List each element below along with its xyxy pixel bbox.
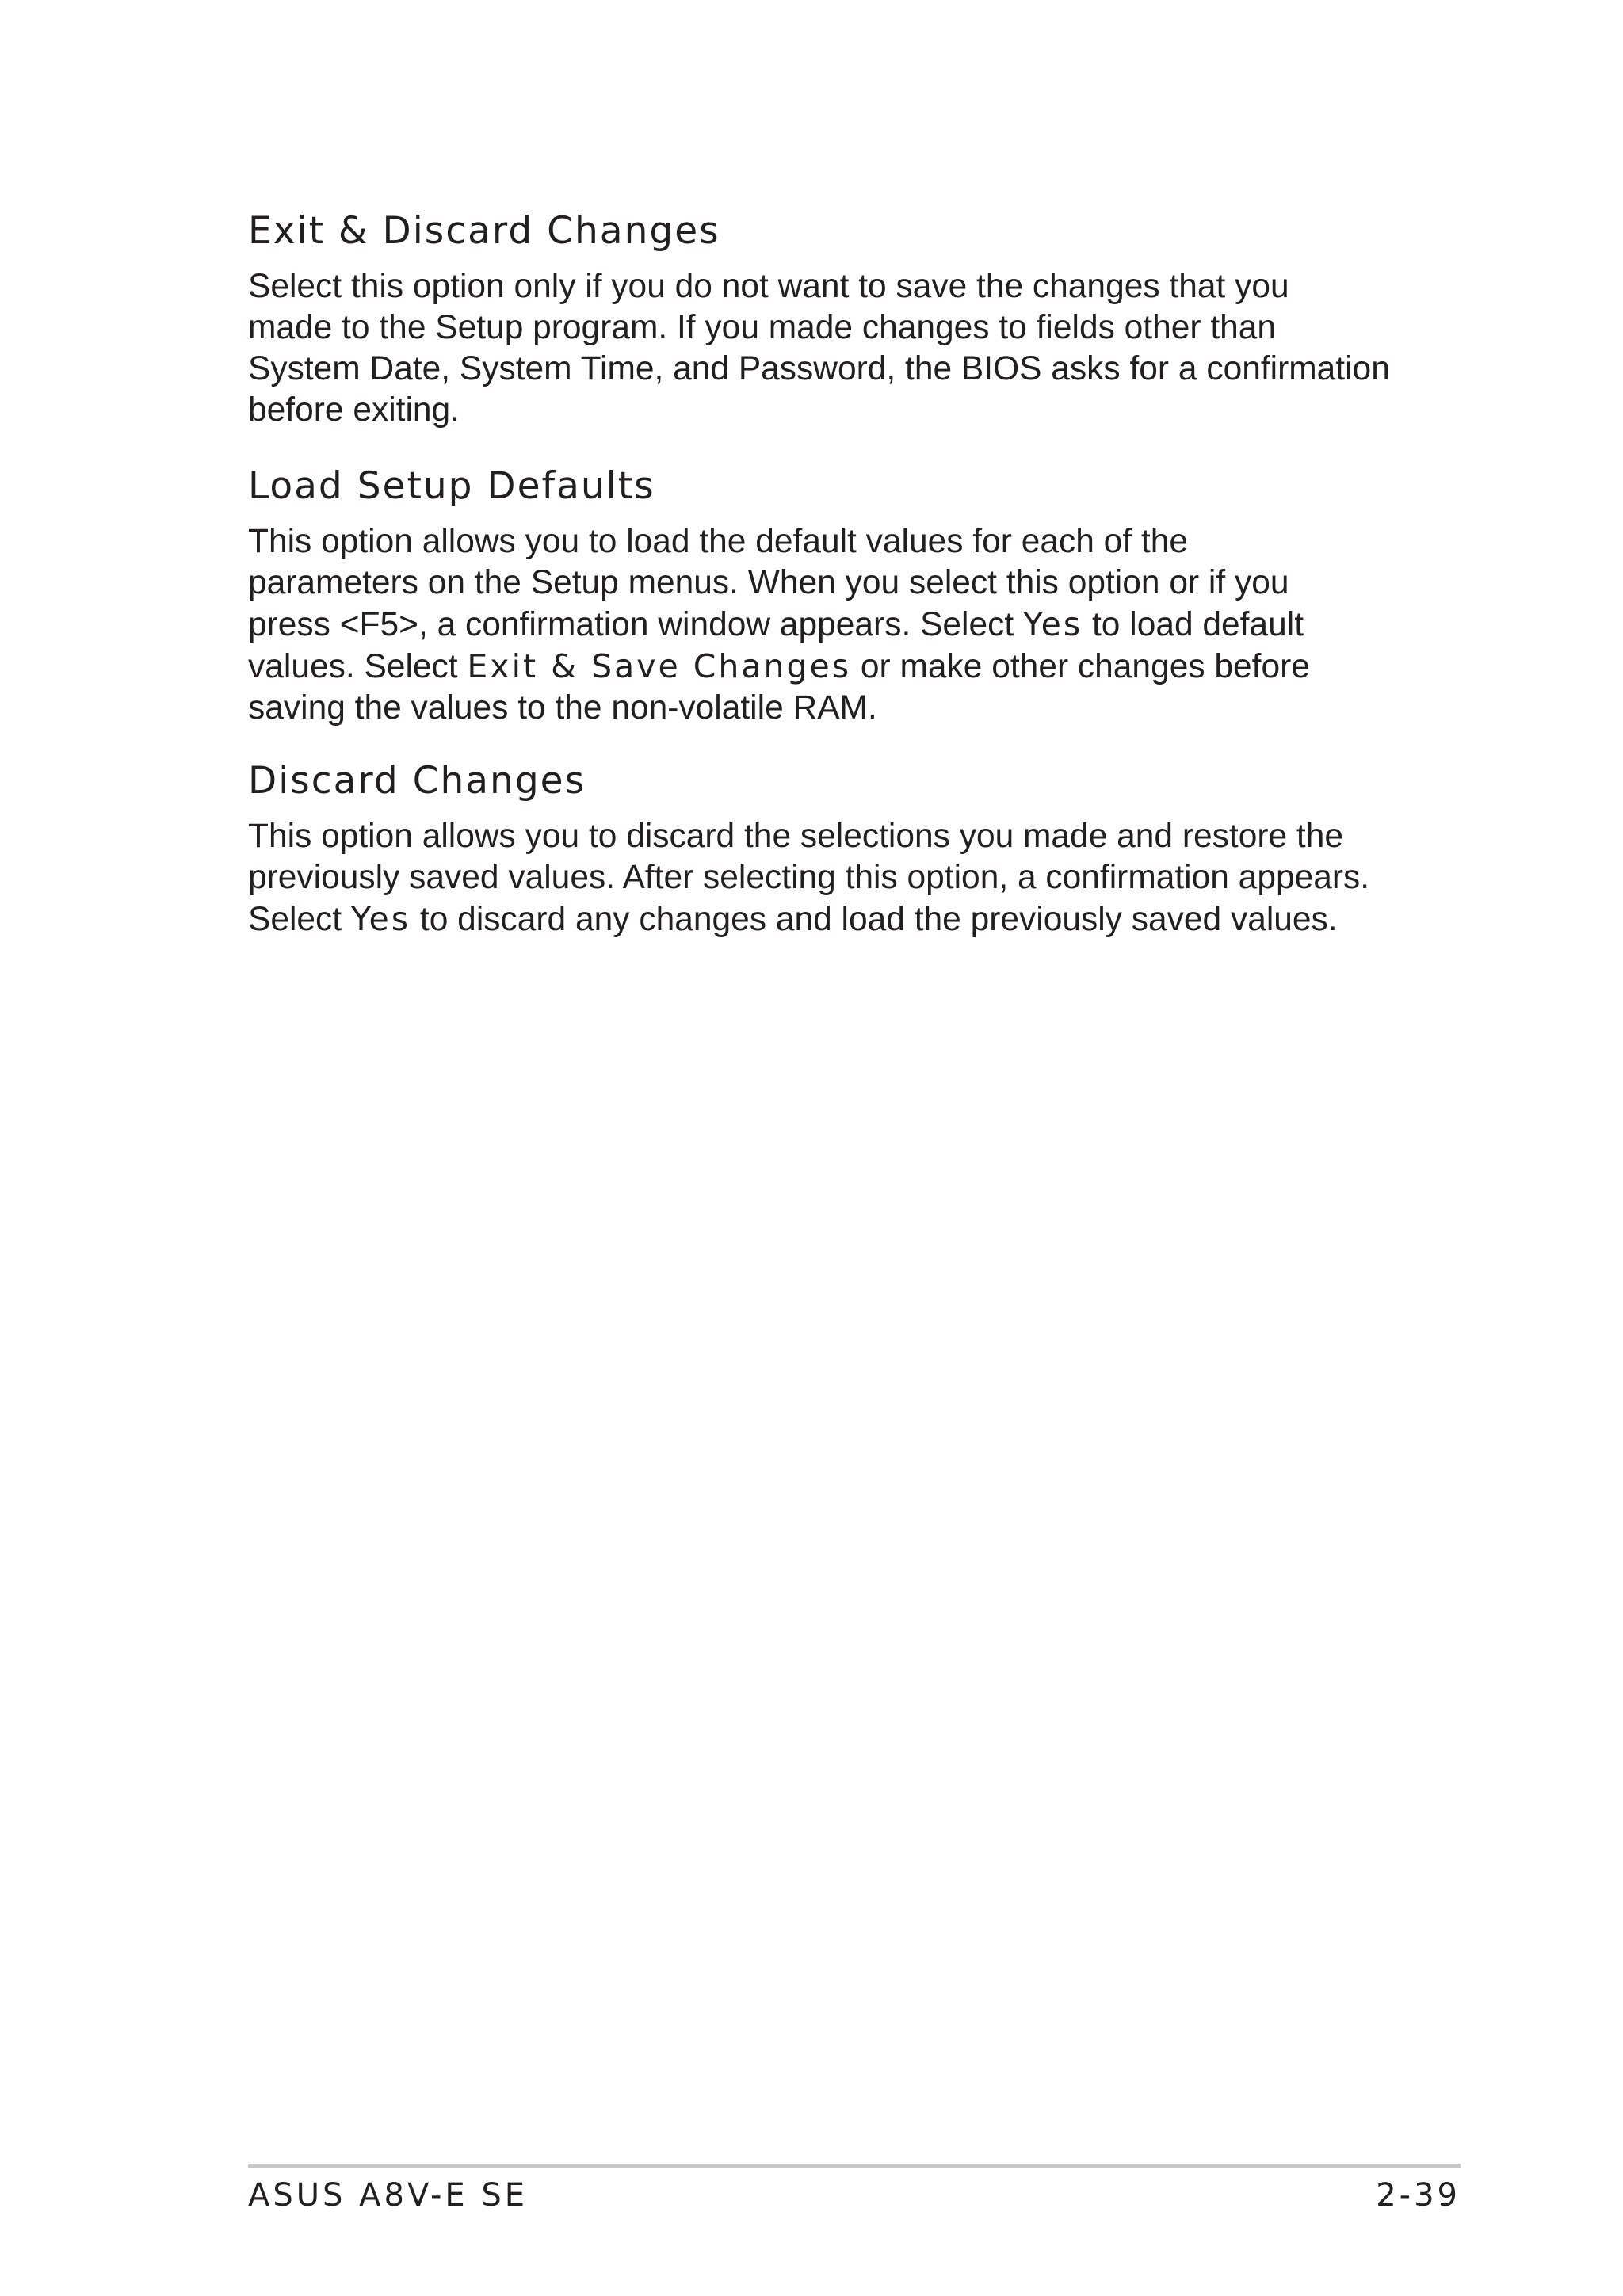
section-body-discard-changes	[248, 816, 1413, 940]
body-line: previously saved values. After selecting this option, a confirmation appears.	[248, 859, 1370, 896]
keyword-exit-save-changes: Exit & Save Changes	[467, 647, 852, 685]
body-text: Select	[248, 901, 351, 938]
section-body-exit-discard	[248, 266, 1413, 431]
body-line	[248, 604, 1413, 646]
body-line: before exiting.	[248, 391, 460, 429]
footer-product-name: ASUS A8V-E SE	[248, 2177, 529, 2214]
body-text: or make other changes before	[851, 648, 1310, 685]
body-text: values. Select	[248, 648, 468, 685]
body-line: Select this option only if you do not want to save the changes that you	[248, 268, 1289, 305]
section-title-exit-discard: Exit & Discard Changes	[248, 209, 720, 253]
body-line: System Date, System Time, and Password, the BIOS asks for a confirmation	[248, 350, 1390, 387]
keyword-yes: Yes	[1023, 605, 1083, 643]
body-text: to load default	[1083, 606, 1304, 643]
body-line: saving the values to the non-volatile RAM.	[248, 689, 877, 727]
body-line: This option allows you to load the default values for each of the	[248, 523, 1189, 560]
body-text: to discard any changes and load the previously saved values.	[411, 901, 1338, 938]
section-body-load-setup-defaults	[248, 521, 1413, 729]
footer-divider	[248, 2164, 1461, 2168]
body-line: parameters on the Setup menus. When you select this option or if you	[248, 564, 1289, 601]
footer-page-number: 2-39	[1376, 2177, 1461, 2214]
section-title-discard-changes: Discard Changes	[248, 759, 586, 803]
body-line	[248, 646, 1413, 688]
body-line	[248, 898, 1413, 940]
section-title-load-setup-defaults: Load Setup Defaults	[248, 464, 655, 508]
body-line: made to the Setup program. If you made changes to fields other than	[248, 309, 1277, 346]
keyword-yes: Yes	[350, 900, 411, 938]
body-text: press <F5>, a confirmation window appears. Select	[248, 606, 1023, 643]
body-line: This option allows you to discard the selections you made and restore the	[248, 818, 1344, 855]
